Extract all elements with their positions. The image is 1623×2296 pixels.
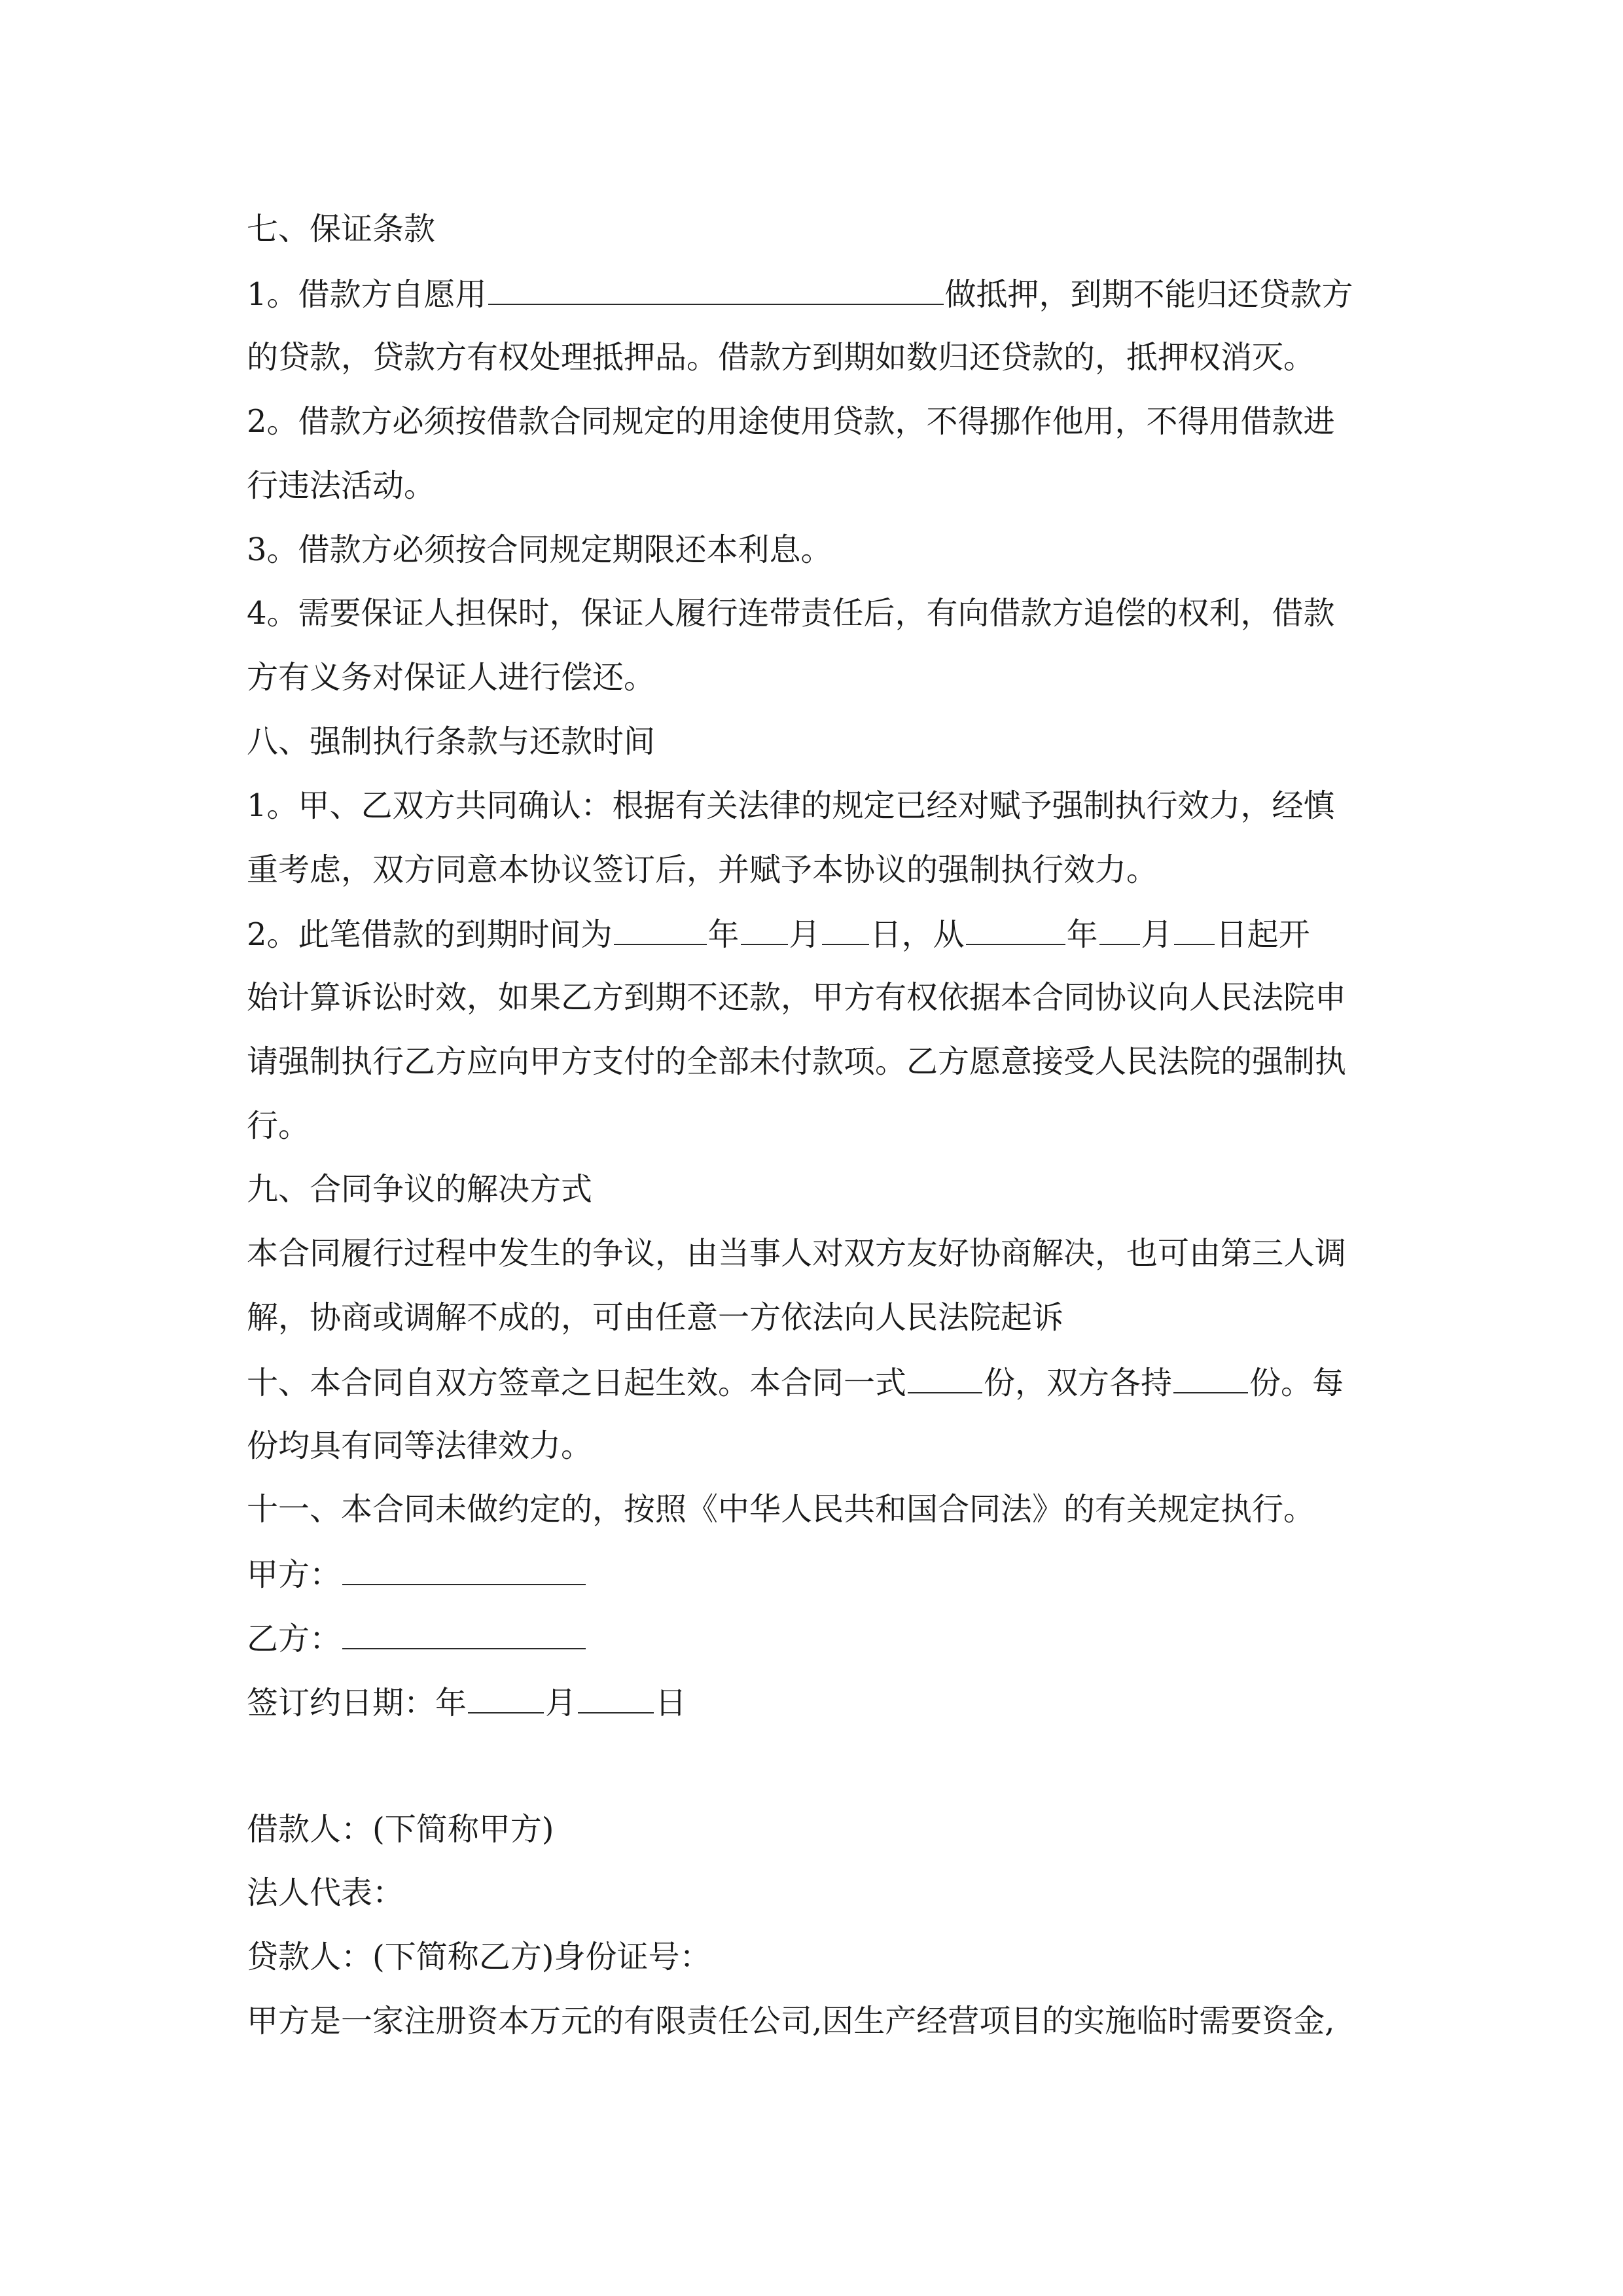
clause-8-1-line-2: 重考虑，双方同意本协议签订后，并赋予本协议的强制执行效力。: [247, 852, 1158, 888]
clause-7-2-line-2: 行违法活动。: [247, 467, 436, 504]
borrower-line: 借款人：(下简称甲方): [247, 1811, 554, 1848]
section-9-body-line-2: 解，协商或调解不成的，可由任意一方依法向人民法院起诉: [247, 1299, 1064, 1336]
clause-8-2-line-2: 始计算诉讼时效，如果乙方到期不还款，甲方有权依据本合同协议向人民法院申: [247, 979, 1347, 1016]
section-8-heading: 八、强制执行条款与还款时间: [247, 723, 656, 760]
signing-date-line: 签订约日期：年 月 日: [247, 1682, 687, 1723]
clause-7-4-line-2: 方有义务对保证人进行偿还。: [247, 659, 656, 696]
clause-7-3: 3。借款方必须按合同规定期限还本利息。: [247, 531, 832, 568]
party-b-signature-line: 乙方：: [247, 1618, 587, 1659]
copies-total-blank: [908, 1362, 982, 1393]
clause-7-2-line-1: 2。借款方必须按借款合同规定的用途使用贷款，不得挪作他用，不得用借款进: [247, 403, 1335, 440]
party-b-blank: [342, 1618, 586, 1649]
legal-rep-line: 法人代表：: [247, 1874, 404, 1911]
sign-month-blank: [468, 1682, 544, 1713]
section-11: 十一、本合同未做约定的，按照《中华人民共和国合同法》的有关规定执行。: [247, 1491, 1315, 1528]
section-10-line-2: 份均具有同等法律效力。: [247, 1427, 593, 1464]
section-9-body-line-1: 本合同履行过程中发生的争议，由当事人对双方友好协商解决，也可由第三人调: [247, 1235, 1347, 1272]
clause-8-1-line-1: 1。甲、乙双方共同确认：根据有关法律的规定已经对赋予强制执行效力，经慎: [247, 787, 1335, 824]
collateral-blank: [488, 274, 944, 305]
clause-8-2-line-1: 2。此笔借款的到期时间为 年 月 日，从 年 月 日起开: [247, 914, 1310, 954]
start-day-blank: [1174, 914, 1215, 945]
start-month-blank: [1099, 914, 1140, 945]
party-a-signature-line: 甲方：: [247, 1554, 587, 1594]
lender-line: 贷款人：(下简称乙方)身份证号：: [247, 1939, 711, 1975]
section-9-heading: 九、合同争议的解决方式: [247, 1171, 593, 1208]
clause-8-2-line-3: 请强制执行乙方应向甲方支付的全部未付款项。乙方愿意接受人民法院的强制执: [247, 1043, 1347, 1080]
party-a-intro-line: 甲方是一家注册资本万元的有限责任公司,因生产经营项目的实施临时需要资金,: [247, 2003, 1335, 2039]
due-year-blank: [614, 914, 707, 945]
section-10-line-1: 十、本合同自双方签章之日起生效。本合同一式 份，双方各持 份。每: [247, 1362, 1344, 1403]
due-month-blank: [741, 914, 788, 945]
clause-8-2-line-4: 行。: [247, 1107, 310, 1144]
clause-7-1-line-2: 的贷款，贷款方有权处理抵押品。借款方到期如数归还贷款的，抵押权消灭。: [247, 339, 1315, 376]
clause-7-1-line-1: 1。借款方自愿用 做抵押，到期不能归还贷款方: [247, 274, 1353, 314]
clause-7-4-line-1: 4。需要保证人担保时，保证人履行连带责任后，有向借款方追偿的权利，借款: [247, 595, 1335, 632]
section-7-heading: 七、保证条款: [247, 211, 436, 247]
sign-day-blank: [578, 1682, 654, 1713]
copies-each-blank: [1173, 1362, 1248, 1393]
due-day-blank: [822, 914, 869, 945]
party-a-blank: [342, 1554, 586, 1585]
start-year-blank: [966, 914, 1065, 945]
